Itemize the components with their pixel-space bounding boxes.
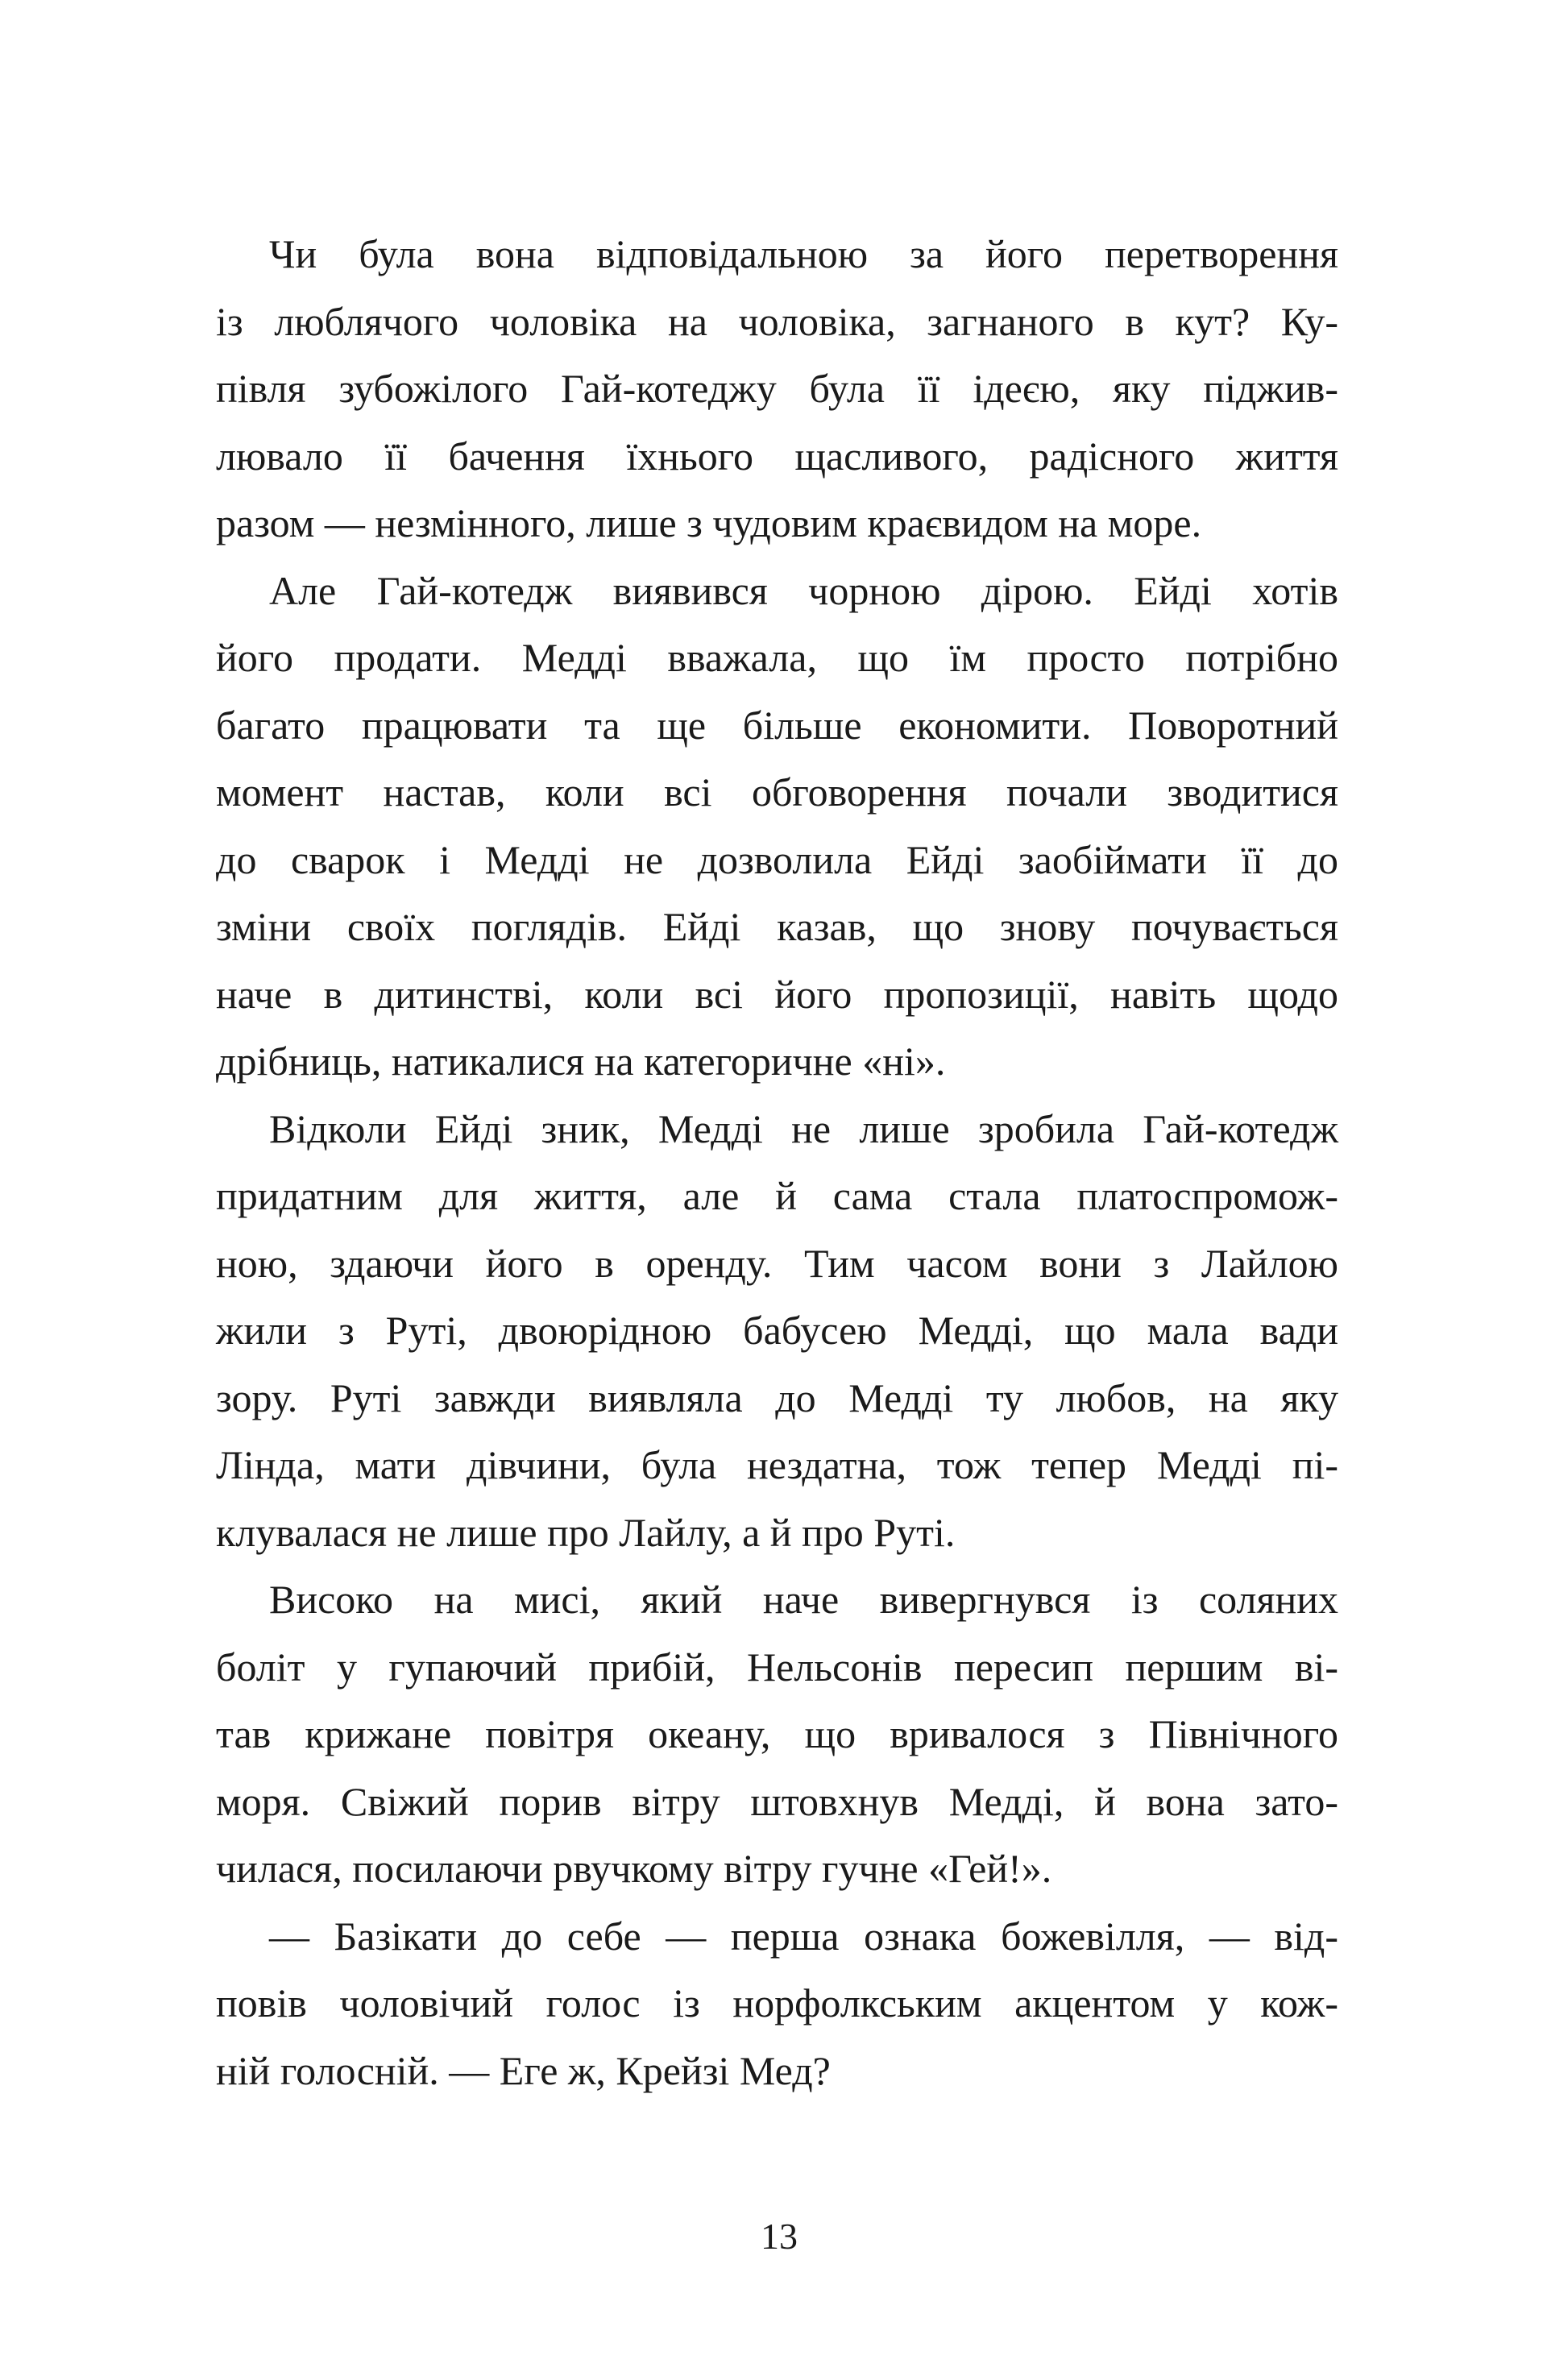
paragraph: [216, 1566, 1338, 1903]
body-text: [216, 221, 1338, 2104]
page-number: 13: [761, 2216, 798, 2257]
text-line: момент настав, коли всі обговорення почали зводитися: [216, 769, 1338, 815]
text-line: із люблячого чоловіка на чоловіка, загнаного в кут? Ку-: [216, 298, 1338, 344]
paragraph: [216, 558, 1338, 1096]
paragraph: [216, 221, 1338, 558]
text-line: Високо на мисі, який наче вивергнувся із соляних: [269, 1577, 1338, 1622]
paragraph: [216, 1096, 1338, 1567]
text-line: тав крижане повітря океану, що вривалося з Північного: [216, 1711, 1338, 1756]
text-line: Але Гай-котедж виявився чорною дірою. Ейді хотів: [269, 567, 1338, 613]
text-line: наче в дитинстві, коли всі його пропозиції, навіть щодо: [216, 971, 1338, 1017]
text-line: разом — незмінного, лише з чудовим краєвидом на море.: [216, 500, 1202, 545]
text-line: клувалася не лише про Лайлу, а й про Руті.: [216, 1509, 956, 1555]
text-line: півля зубожілого Гай-котеджу була її ідеєю, яку піджив-: [216, 366, 1338, 411]
text-line: зору. Руті завжди виявляла до Медді ту любов, на яку: [216, 1375, 1338, 1420]
text-line: лювало її бачення їхнього щасливого, радісного життя: [216, 433, 1338, 479]
text-line: — Базікати до себе — перша ознака божевілля, — від-: [269, 1913, 1338, 1959]
text-line: його продати. Медді вважала, що їм просто потрібно: [216, 635, 1338, 680]
text-line: жили з Руті, двоюрідною бабусею Медді, що мала вади: [216, 1308, 1338, 1353]
text-line: придатним для життя, але й сама стала платоспромож-: [216, 1173, 1338, 1218]
text-line: Відколи Ейді зник, Медді не лише зробила Гай-котедж: [269, 1105, 1338, 1151]
text-line: боліт у гупаючий прибій, Нельсонів пересип першим ві-: [216, 1644, 1338, 1690]
text-line: повів чоловічий голос із норфолкським акцентом у кож-: [216, 1980, 1338, 2025]
text-line: чилася, посилаючи рвучкому вітру гучне «Гей!».: [216, 1846, 1052, 1891]
text-line: ною, здаючи його в оренду. Тим часом вони з Лайлою: [216, 1240, 1338, 1286]
text-line: ній голосній. — Еге ж, Крейзі Мед?: [216, 2047, 831, 2093]
text-line: Чи була вона відповідальною за його перетворення: [269, 231, 1338, 276]
text-line: до сварок і Медді не дозволила Ейді заобіймати її до: [216, 836, 1338, 882]
text-line: моря. Свіжий порив вітру штовхнув Медді, й вона зато-: [216, 1778, 1338, 1824]
text-line: Лінда, мати дівчини, була нездатна, тож тепер Медді пі-: [216, 1442, 1338, 1487]
text-line: багато працювати та ще більше економити. Поворотний: [216, 702, 1338, 748]
text-line: зміни своїх поглядів. Ейді казав, що знову почувається: [216, 904, 1338, 949]
text-line: дрібниць, натикалися на категоричне «ні».: [216, 1039, 946, 1084]
paragraph: [216, 1903, 1338, 2105]
